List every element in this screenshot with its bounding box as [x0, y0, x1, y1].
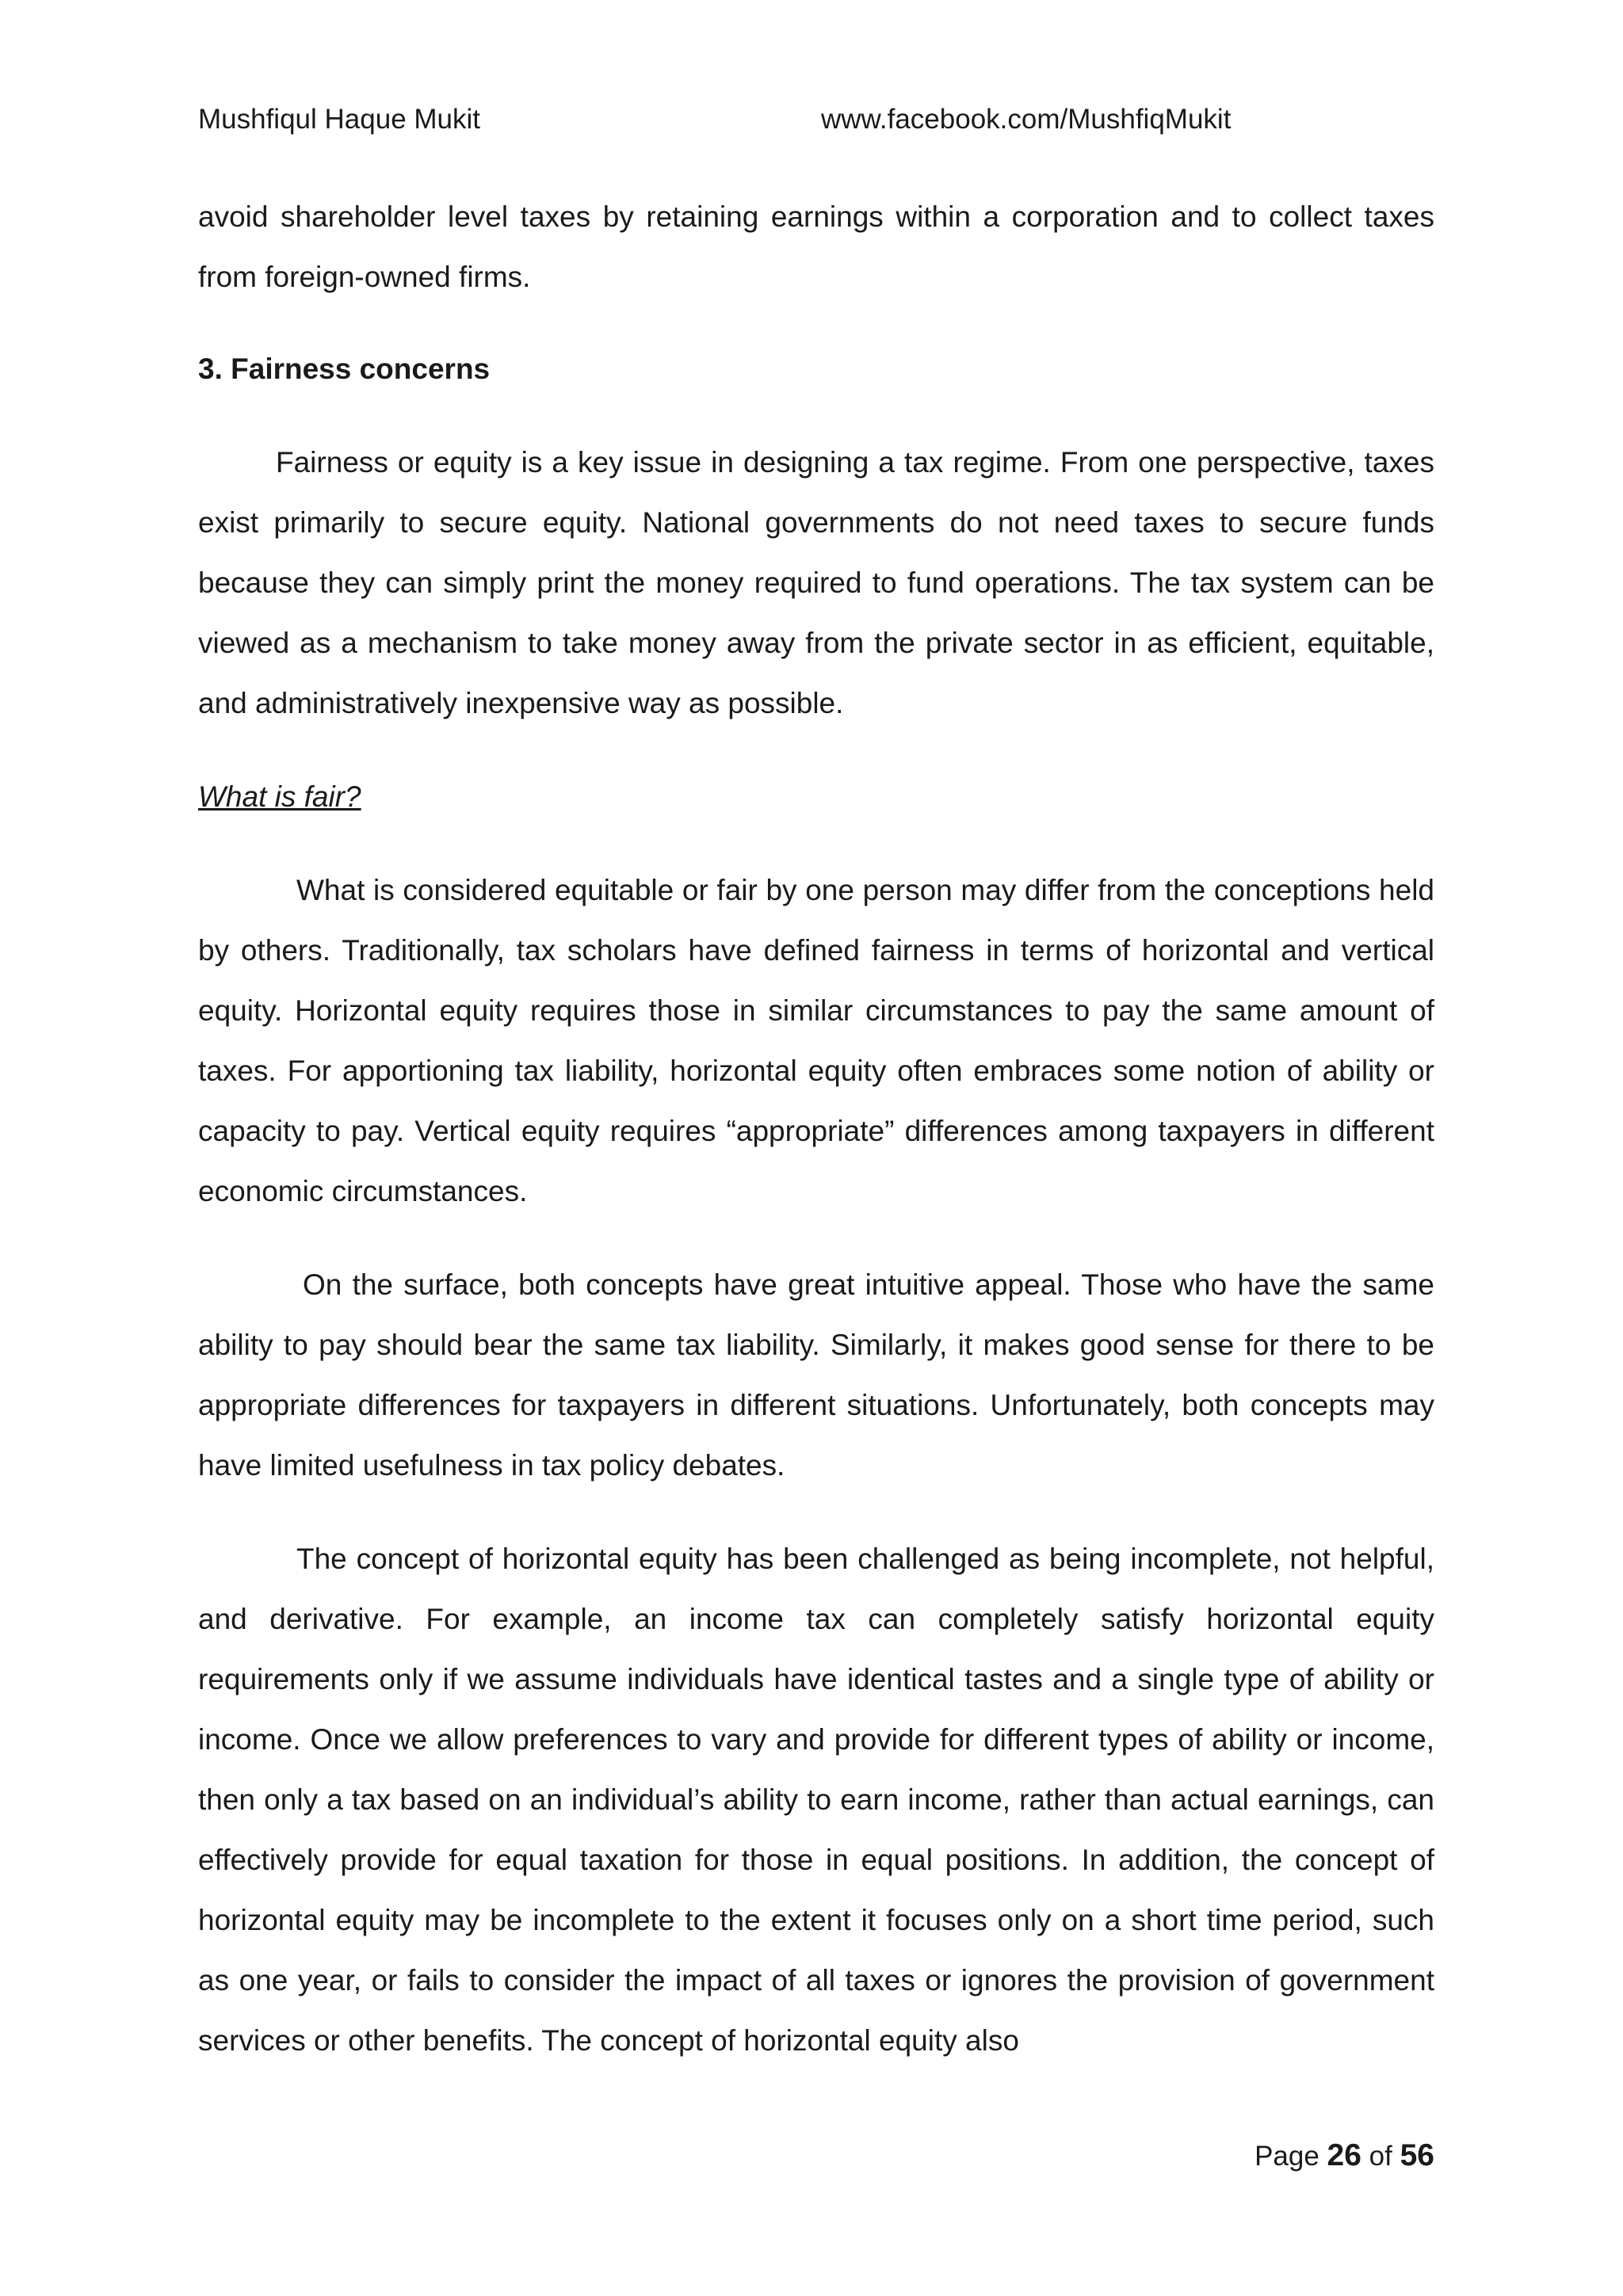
intro-paragraph: avoid shareholder level taxes by retaining earnings within a corporation and to collect taxes from foreign-owned firms. [198, 200, 1434, 293]
page-content [198, 187, 1434, 2104]
header-url: www.facebook.com/MushfiqMukit [821, 104, 1232, 135]
page-number: 26 [1327, 2138, 1361, 2172]
of-label: of [1369, 2141, 1392, 2172]
subheading-what-is-fair: What is fair? [198, 780, 361, 813]
paragraph-intuitive-appeal: On the surface, both concepts have great intuitive appeal. Those who have the same ability to pay should bear the same tax liability. Similarly, it makes good sense for there to be appropriate differences for taxpayers in different situations. Unfortunately, both concepts may have limited usefulness in tax policy debates. [198, 1268, 1434, 1482]
paragraph-equity-definitions: What is considered equitable or fair by one person may differ from the conceptions held by others. Traditionally, tax scholars have defined fairness in terms of horizontal and vertical equity. Horizontal equity requires those in similar circumstances to pay the same amount of taxes. For apportioning tax liability, horizontal equity often embraces some notion of ability or capacity to pay. Vertical equity requires “appropriate” differences among taxpayers in different economic circumstances. [198, 874, 1434, 1207]
page-footer [1254, 2136, 1434, 2176]
header-author: Mushfiqul Haque Mukit [198, 104, 480, 135]
paragraph-fairness: Fairness or equity is a key issue in designing a tax regime. From one perspective, taxes exist primarily to secure equity. National governments do not need taxes to secure funds because they can simply print the money required to fund operations. The tax system can be viewed as a mechanism to take money away from the private sector in as efficient, equitable, and administratively inexpensive way as possible. [198, 446, 1434, 719]
paragraph-horizontal-equity: The concept of horizontal equity has been challenged as being incomplete, not helpful, and derivative. For example, an income tax can completely satisfy horizontal equity requirements only if we assume individuals have identical tastes and a single type of ability or income. Once we allow preferences to vary and provide for different types of ability or income, then only a tax based on an individual’s ability to earn income, rather than actual earnings, can effectively provide for equal taxation for those in equal positions. In addition, the concept of horizontal equity may be incomplete to the extent it focuses only on a short time period, such as one year, or fails to consider the impact of all taxes or ignores the provision of government services or other benefits. The concept of horizontal equity also [198, 1543, 1434, 2057]
page-label: Page [1254, 2141, 1319, 2172]
page-header [198, 100, 1434, 139]
section-heading: 3. Fairness concerns [198, 353, 491, 385]
total-pages: 56 [1400, 2138, 1434, 2172]
